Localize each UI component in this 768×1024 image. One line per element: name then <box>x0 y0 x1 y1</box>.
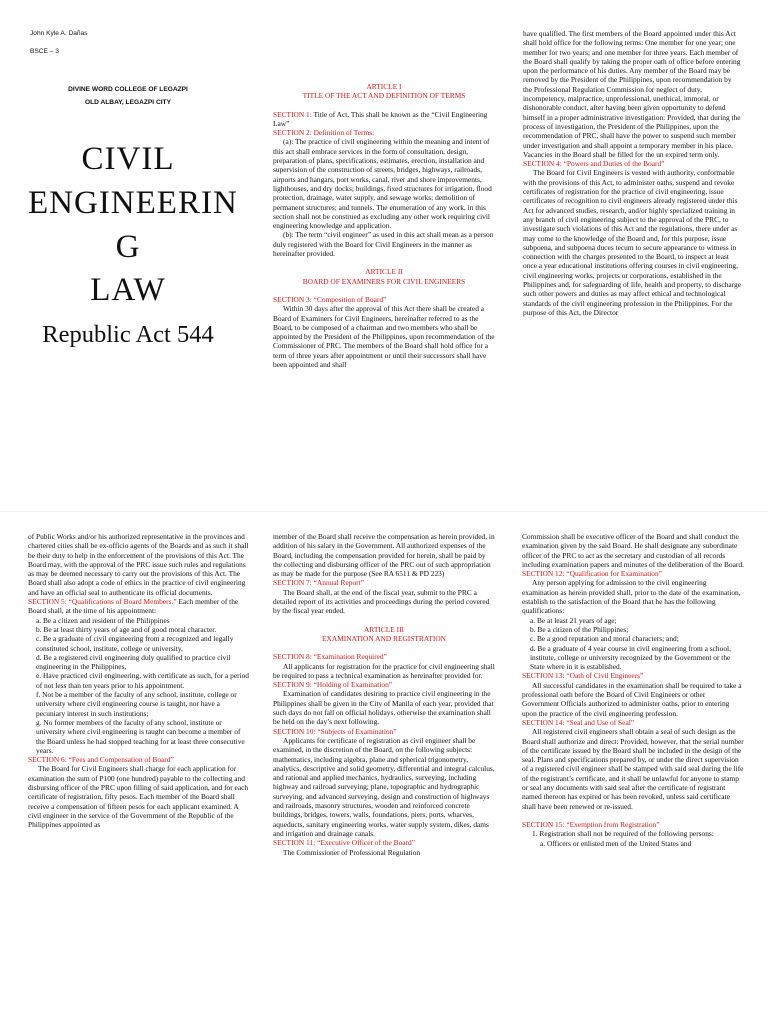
title-line-2: ENGINEERIN <box>28 185 238 221</box>
section-6-label: SECTION 6: “Fees and Compensation of Board” <box>28 755 174 765</box>
title-line-3: G <box>115 229 141 265</box>
page2-middle-column <box>273 532 495 1010</box>
section-5 <box>28 597 250 616</box>
section-1-text: Title of Act. This shall be known as the “Civil Engineering Law” <box>273 109 488 128</box>
section-9-label: SECTION 9: “Holding of Examination” <box>273 680 393 690</box>
section-12-item-c: c. Be a good reputation and moral characters; and; <box>530 634 679 644</box>
section-15-item-1: 1. Registration shall not be required of the following persons: <box>532 829 714 839</box>
section-13-label: SECTION 13: “Oath of Civil Engineers” <box>522 671 644 681</box>
section-4-continued: of Public Works and/or his authorized representative in the provinces and chartered cities shall be ex-officio agents of the Boards and as such it shall be their duty to help in the enforcement of the provisions of this Act. The Board may, with the approval of the PRC issue such rules and regulations as may be deemed necessary to carry out the provisions of this Act. The Board shall also adopt a code of ethics in the practice of civil engineering and have an official seal to authenticate its official documents. <box>28 532 249 597</box>
section-3-continued: have qualified. The first members of the Board appointed under this Act shall hold office for the following terms: One member for one year; one member for two years; and one member for three years. Each member of the Board shall qualify by taking the proper oath of office before entering upon the performance of his duties. Any member of the Board may be removed by the President of the Philippines, upon recommendation by the Professional Regulation Commission for neglect of duty, incompetency, malpractice, unprofessional, unethical, immoral, or dishonorable conduct, after having been given opportunity to defend himself in a proper administrative investigation: Provided, that during the process of investigation, the President of the Philippines, upon the recommendation of PRC, shall have the power to suspend such member under investigation and shall appoint a temporary member in his place. Vacancies in the Board shall be filled for the un expired term only. <box>523 29 741 159</box>
section-6-text: The Board for Civil Engineers shall charge for each application for examination the sum of P100 (one hundred) payable to the collecting and disbursing officer of the PRC upon filling of said application, and for each certificate of registration, fifty pesos. Each member of the Board shall receive a compensation of fifteen pesos for each applicant examined. A civil engineer in the service of the Government of the Republic of the Philippines appointed as <box>28 764 249 830</box>
section-15-item-1a: a. Officers or enlisted men of the United States and <box>540 838 692 848</box>
article-3-heading: ARTICLE III <box>364 624 404 634</box>
section-14-text: All registered civil engineers shall obtain a seal of such design as the Board shall authorize and direct: Provided, however, that the serial number of the certificate issued by the Board shall be included in the design of the seal. Plans and specifications prepared by, or under the direct supervision of a registered civil engineer shall be stamped with said seal during the life of the registrant’s certificate, and it shall be unlawful for anyone to stamp or seal any documents with said seal after the certificate of registrant named thereon has expired or has been revoked, unless said certificate shall have been renewed or re-issued. <box>522 727 744 811</box>
section-7-text: The Board shall, at the end of the fiscal year, submit to the PRC a detailed report of its activities and proceedings during the period covered by the fiscal year ended. <box>273 587 490 616</box>
section-5-label: SECTION 5: “Qualifications of Board Members.” <box>28 597 177 607</box>
section-5-item-a: a. Be a citizen and resident of the Philippines <box>36 615 170 625</box>
section-12-item-b: b. Be a citizen of the Philippines; <box>530 624 629 634</box>
section-2-label: SECTION 2: Definition of Terms: <box>273 128 375 138</box>
section-4-label: SECTION 4: “Powers and Duties of the Board” <box>523 159 665 169</box>
section-12-text: Any person applying for admission to the civil engineering examination as herein provided shall, prior to the date of the examination, establish to the satisfaction of the Board that he has the following qualifications: <box>522 578 741 616</box>
section-10-text: Applicants for certificate of registration as civil engineer shall be examined, in the discretion of the Board, on the following subjects: mathematics, including algebra, plane and spherical trigonometry, analytics, descriptive and solid geometry, differential and integral calculus, and rational and applied mechanics, hydraulics, surveying, including highway and railroad surveying; plane, topographic and hydrographic surveying, and advanced surveying, design and construction of highways and railroads, masonry structures, wooden and reinforced concrete buildings, bridges, towers, walls, foundations, piers, ports, wharves, aqueducts, sanitary engineering works, water supply system, dikes, dams and irrigation and drainage canals. <box>273 735 495 838</box>
section-5-item-e: e. Have practiced civil engineering, with certificate as such, for a period of not less than ten years prior to his appointment. <box>36 671 250 690</box>
section-4-text: The Board for Civil Engineers is vested with authority, conformable with the provisions of this Act, to administer oaths, suspend and revoke certificates of registration for the practice of civil engineering, issue certificates of recognition to civil engineers already registered under this Act for advanced studies, research, and/or highly specialized training in any branch of civil engineering subject to the approval of the PRC, to investigate such violations of this Act and the regulations, there under as may come to the knowledge of the Board and, for this purpose, issue subpoena, and subpoena duces tecum to secure appearance to witness in connection with the charges presented to the Board, to inspect at least once a year educational institutions offering courses in civil engineering, civil engineering works, projects or corporations, established in the Philippines and, for safeguarding of life, health and property, to discharge such other powers and duties as may affect ethical and technological standards of the civil engineering profession in the Philippines. For the purpose of this Act, the Director <box>523 168 741 317</box>
section-8-text: All applicants for registration for the practice for civil engineering shall be required to pass a technical examination as hereinafter provided for. <box>273 661 495 680</box>
section-5-text: Each member of the Board shall, at the time of his appointment: <box>28 597 239 616</box>
page1-right-column <box>523 29 741 473</box>
section-7-label: SECTION 7: “Annual Report” <box>273 578 364 588</box>
section-5-item-f: f. Not be a member of the faculty of any school, institute, college or university where civil engineering course is taught, nor have a pecuniary interest in such institutions; <box>36 690 237 718</box>
article-2-heading: ARTICLE II <box>365 267 403 277</box>
section-15-label: SECTION 15: “Exemption from Registration” <box>522 819 660 829</box>
title-line-1: CIVIL <box>81 141 175 177</box>
school-name: DIVINE WORD COLLEGE OF LEGAZPI <box>68 86 188 93</box>
section-5-item-g: g. No former members of the faculty of any school, institute or university where civil engineering is taught can become a member of the Board unless he had stopped teaching for at least three consecutive years. <box>36 717 245 755</box>
section-13-text: All successful candidates in the examination shall be required to take a professional oath before the Board of Civil Engineers or other Government Officials authorized to administer oaths, prior to entering upon the practice of the civil engineering profession. <box>522 680 742 718</box>
page2-left-column <box>28 532 250 1010</box>
section-3-text: Within 30 days after the approval of this Act there shall be created a Board of Examiners for Civil Engineers, hereinafter referred to as the Board, to be composed of a chairman and two members who shall be appointed by the President of the Philippines, upon recommendation of the Commissioner of PRC. The members of the Board shall hold office for a term of three years after appointment or until their successors shall have been appointed and shall <box>273 304 495 370</box>
section-11-text: The Commissioner of Professional Regulation <box>283 847 421 857</box>
section-12-label: SECTION 12: “Qualification for Examination” <box>522 569 662 579</box>
article-1-title: TITLE OF THE ACT AND DEFINITION OF TERMS <box>302 91 466 101</box>
document-page-2 <box>0 512 768 1024</box>
page2-right-column <box>522 532 744 1010</box>
section-5-item-c: c. Be a graduate of civil engineering from a recognized and legally constituted school, institute, college or university, <box>36 634 234 653</box>
author-name: John Kyle A. Dañas <box>30 30 88 37</box>
article-2-title: BOARD OF EXAMINERS FOR CIVIL ENGINEERS <box>302 276 466 286</box>
school-address: OLD ALBAY, LEGAZPI CITY <box>85 99 171 106</box>
article-1-heading: ARTICLE I <box>366 82 402 91</box>
section-5-item-b: b. Be at least thirty years of age and of good moral character. <box>36 624 217 634</box>
section-12-item-d: d. Be a graduate of 4 year course in civil engineering from a school, institute, college or university recognized by the Government or the State where in it is established. <box>530 643 731 672</box>
article-3-title: EXAMINATION AND REGISTRATION <box>322 633 446 643</box>
republic-act-title: Republic Act 544 <box>42 321 214 348</box>
section-2-b: (b): The term “civil engineer” as used in this act shall mean as a person duly registered with the Board for Civil Engineers in the manner as hereinafter provided. <box>273 230 494 259</box>
section-5-item-d: d. Be a registered civil engineering duly qualified to practice civil engineering in the Philippines, <box>36 652 231 672</box>
section-10-label: SECTION 10: “Subjects of Examination” <box>273 726 397 736</box>
title-line-4: LAW <box>90 272 166 308</box>
section-12-item-a: a. Be at least 21 years of age; <box>530 615 617 625</box>
section-8-label: SECTION 8: “Examination Required” <box>273 652 387 662</box>
section-6-continued: member of the Board shall receive the compensation as herein provided, in addition of his salary in the Government. All authorized expenses of the Board, including the compensation provided for herein, shall be paid by the collecting and disbursing officer of the PRC out of such appropriation as may be made for the purpose (See RA 6511 & PD 223) <box>273 532 495 579</box>
section-1-label: SECTION 1: <box>273 109 314 119</box>
author-section: BSCE – 3 <box>30 48 59 55</box>
section-14-label: SECTION 14: “Seal and Use of Seal” <box>522 717 635 727</box>
section-2-a: (a): The practice of civil engineering within the meaning and intent of this act shall embrace services in the form of consultation, design, preparation of plans, specifications, estimates, erection, installation and supervision of the construction of streets, bridges, highways, railroads, airports and hangars, port works, canal, river and shore improvements, lighthouses, and dry docks; buildings, fixed structures for irrigation, flood protection, drainage, water supply, and sewage works; demolition of permanent structures; and tunnels. The enumeration of any work, in this section shall not be construed as excluding any other work requiring civil engineering knowledge and application. <box>273 137 492 231</box>
page1-middle-column <box>273 82 495 412</box>
section-11-continued: Commission shall be executive officer of the Board and shall conduct the examination given by the said Board. He shall designate any subordinate officer of the PRC to act as the secretary and custodian of all records including examination papers and minutes of the deliberation of the Board. <box>522 532 744 569</box>
section-1 <box>273 110 495 129</box>
section-9-text: Examination of candidates desiring to practice civil engineering in the Philippines shall be given in the City of Manila of each year, provided that such days do not fall on official holidays, otherwise the examination shall be held on the day’s next following. <box>273 689 494 727</box>
section-3-label: SECTION 3: “Composition of Board” <box>273 294 387 304</box>
section-11-label: SECTION 11: “Executive Officer of the Board” <box>273 838 416 848</box>
